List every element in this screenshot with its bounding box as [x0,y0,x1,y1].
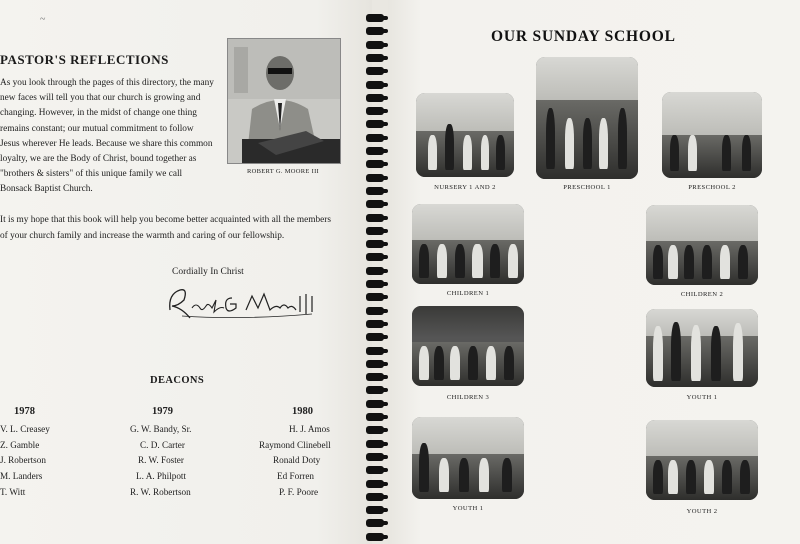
corner-mark: ~ [40,14,46,25]
deacons-column-1980 [259,404,331,501]
photo-youth-2 [646,420,758,500]
deacons-column-1979 [130,404,191,501]
caption-children-1: CHILDREN 1 [446,290,490,297]
deacon-name: V. L. Creasey [0,423,50,434]
binding-coil [366,253,384,261]
sunday-school-heading: OUR SUNDAY SCHOOL [491,28,676,45]
paragraph-line: remains constant; our mutual commitment to follow [0,123,194,134]
photo-children-1 [412,204,524,284]
binding-coil [366,360,384,368]
binding-coil [366,293,384,301]
binding-coil [366,426,384,434]
photo-preschool-2 [662,92,762,178]
deacon-year: 1979 [152,406,173,417]
binding-coil [366,160,384,168]
binding-coil [366,147,384,155]
caption-youth-1: YOUTH 1 [686,394,718,401]
binding-coil [366,480,384,488]
binding-coil [366,134,384,142]
binding-coil [366,81,384,89]
deacon-name: P. F. Poore [279,486,319,497]
binding-coil [366,94,384,102]
binding-coil [366,307,384,315]
binding-coil [366,27,384,35]
signature-image [162,276,332,326]
binding-coil [366,240,384,248]
deacon-name: G. W. Bandy, Sr. [130,423,192,434]
pastors-reflections-heading: PASTOR'S REFLECTIONS [0,52,169,67]
photo-preschool-1 [536,57,638,179]
pastor-paragraph-2 [0,212,345,244]
paragraph-line: of your church family and increase the warmth and caring of our fellowship. [0,231,285,241]
caption-nursery: NURSERY 1 AND 2 [434,184,496,191]
binding-coil [366,400,384,408]
deacon-name: R. W. Foster [138,455,184,466]
deacons-column-1978 [0,404,50,501]
pastor-portrait-image [228,39,340,163]
deacon-name: Ed Forren [277,471,314,482]
portrait-caption: ROBERT G. MOORE III [247,168,319,175]
deacon-name: Raymond Clinebell [259,439,331,450]
paragraph-line: changing. However, in the midst of change one thing [0,108,197,119]
binding-coil [366,373,384,381]
photo-youth-1 [646,309,758,387]
binding-coil [366,200,384,208]
caption-youth-1-second: YOUTH 1 [452,505,484,512]
deacon-name: Z. Gamble [0,439,40,450]
paragraph-line: new faces will tell you that our church is growing and [0,93,201,104]
deacons-heading: DEACONS [150,375,205,386]
pastor-portrait [227,38,341,164]
photo-youth-1-second [412,417,524,499]
pastor-paragraph-1 [0,76,218,198]
photo-nursery [416,93,514,177]
deacon-year: 1980 [292,406,313,417]
binding-coil [366,493,384,501]
binding-coil [366,453,384,461]
paragraph-line: loyalty, we are the Body of Christ, bound together as [0,154,197,165]
deacon-name: R. W. Robertson [130,486,191,497]
paragraph-line: Jesus wherever He leads. Because we share this common [0,138,213,149]
binding-coil [366,519,384,527]
binding-coil [366,41,384,49]
binding-coil [366,67,384,75]
binding-coil [366,440,384,448]
binding-coil [366,506,384,514]
caption-youth-2: YOUTH 2 [686,508,718,515]
deacon-name: C. D. Carter [140,439,185,450]
caption-children-2: CHILDREN 2 [680,291,724,298]
deacon-name: J. Robertson [0,455,46,466]
deacon-year: 1978 [14,406,35,417]
binding-coil [366,386,384,394]
photo-children-3 [412,306,524,386]
caption-preschool-1: PRESCHOOL 1 [563,184,611,191]
deacon-name: Ronald Doty [273,455,321,466]
deacon-name: T. Witt [0,486,26,497]
binding-coil [366,187,384,195]
binding-coil [366,267,384,275]
binding-coil [366,320,384,328]
deacon-name: H. J. Amos [289,423,330,434]
deacon-name: L. A. Philpott [136,471,187,482]
caption-children-3: CHILDREN 3 [446,394,490,401]
binding-coil [366,533,384,541]
binding-coil [366,54,384,62]
paragraph-line: Bonsack Baptist Church. [0,184,93,195]
binding-coil [366,214,384,222]
left-page [0,0,372,544]
binding-coil [366,466,384,474]
binding-coil [366,347,384,355]
paragraph-line: As you look through the pages of this directory, the many [0,78,214,88]
caption-preschool-2: PRESCHOOL 2 [688,184,736,191]
binding-coil [366,413,384,421]
binding-coil [366,174,384,182]
deacon-name: M. Landers [0,471,43,482]
binding-coil [366,227,384,235]
closing-text: Cordially In Christ [172,267,244,277]
right-page [388,0,800,544]
binding-coil [366,14,384,22]
binding-coil [366,280,384,288]
binding-coil [366,120,384,128]
paragraph-line: It is my hope that this book will help you become better acquainted with all the members [0,215,331,225]
binding-coil [366,333,384,341]
photo-children-2 [646,205,758,285]
binding-coil [366,107,384,115]
paragraph-line: "brothers & sisters" of this unique family we call [0,169,183,180]
